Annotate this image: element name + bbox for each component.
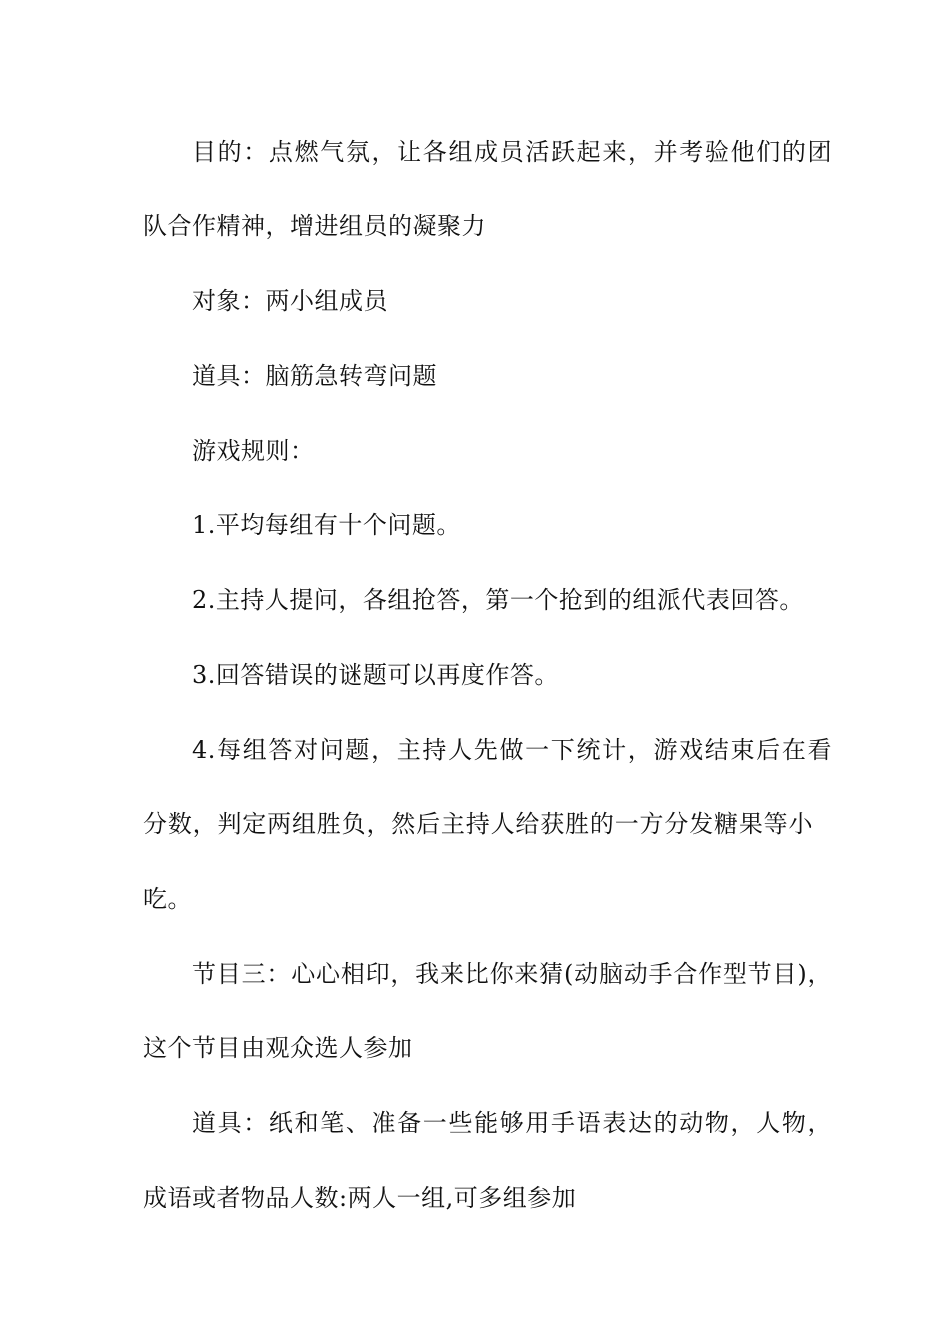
rule-4-line-3: 吃。 xyxy=(143,885,192,913)
rule-3: 3.回答错误的谜题可以再度作答。 xyxy=(192,661,559,689)
program-three-props-line-1: 道具：纸和笔、准备一些能够用手语表达的动物，人物， xyxy=(192,1109,832,1137)
props-line: 道具：脑筋急转弯问题 xyxy=(192,362,437,390)
rules-heading: 游戏规则： xyxy=(192,437,315,465)
target-line: 对象：两小组成员 xyxy=(192,287,388,315)
program-three-props-line-2: 成语或者物品人数:两人一组,可多组参加 xyxy=(143,1184,577,1212)
program-three-line-1: 节目三：心心相印，我来比你来猜(动脑动手合作型节目)， xyxy=(192,960,832,988)
rule-1: 1.平均每组有十个问题。 xyxy=(192,511,461,539)
rule-4-line-2: 分数，判定两组胜负，然后主持人给获胜的一方分发糖果等小 xyxy=(143,810,813,838)
purpose-line-2: 队合作精神，增进组员的凝聚力 xyxy=(143,212,486,240)
rule-4-line-1: 4.每组答对问题，主持人先做一下统计，游戏结束后在看 xyxy=(192,736,832,764)
rule-2: 2.主持人提问，各组抢答，第一个抢到的组派代表回答。 xyxy=(192,586,804,614)
purpose-line-1: 目的：点燃气氛，让各组成员活跃起来，并考验他们的团 xyxy=(192,138,832,166)
program-three-line-2: 这个节目由观众选人参加 xyxy=(143,1034,413,1062)
